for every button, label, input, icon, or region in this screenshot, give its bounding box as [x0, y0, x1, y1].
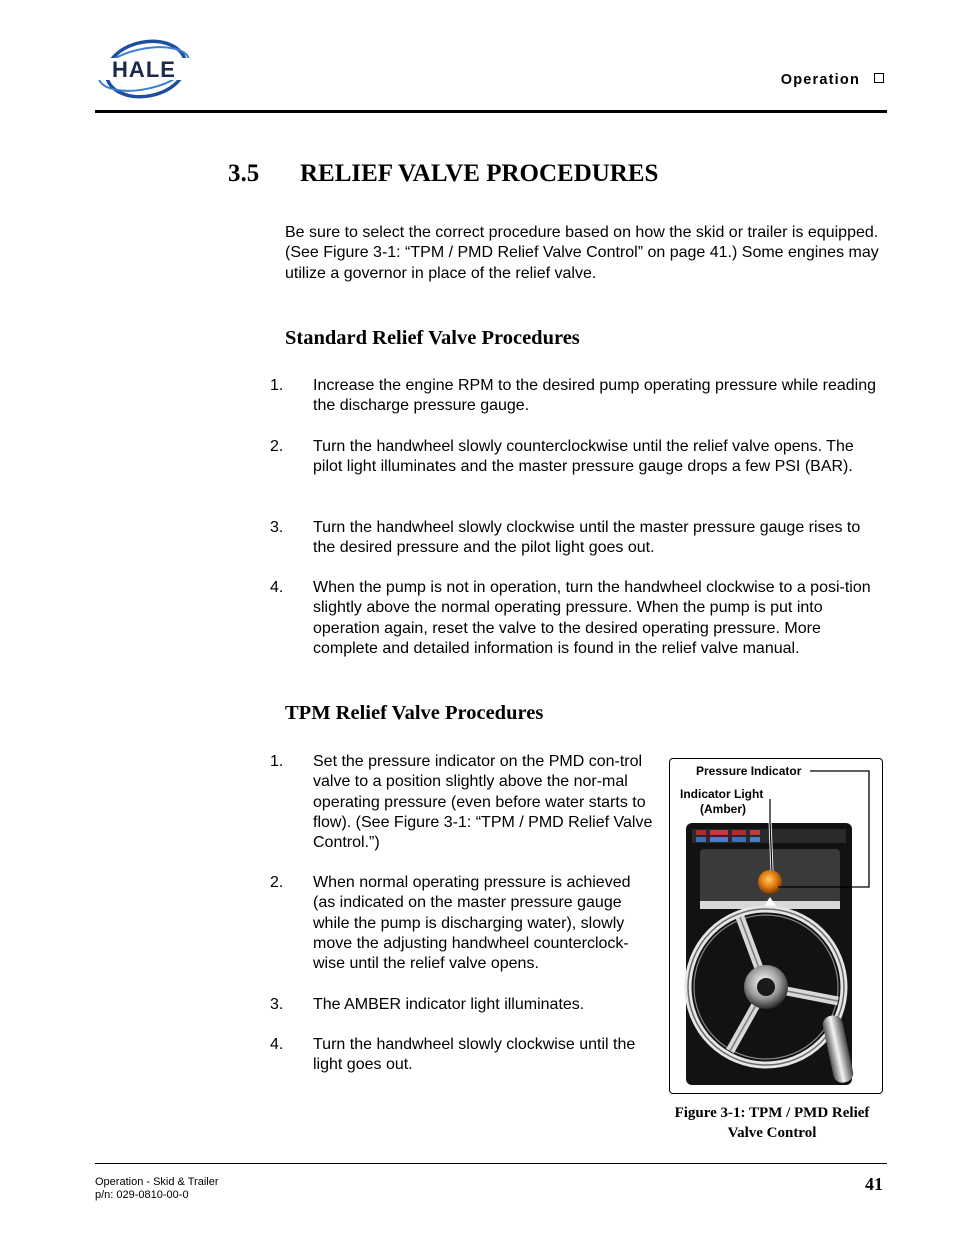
- intro-paragraph: Be sure to select the correct procedure based on how the skid or trailer is equipped. (See Figure 3-1: “TPM / PMD Relief Valve Control” on page 41.) Some engines may utilize a governor in place of the relief valve.: [285, 224, 879, 282]
- step-number: 4.: [270, 1036, 284, 1053]
- figure-caption: [664, 1104, 880, 1143]
- header-rule: [95, 110, 887, 113]
- figure-caption-line-1: Figure 3-1: TPM / PMD Relief: [674, 1105, 870, 1121]
- step-number: 1.: [270, 377, 284, 394]
- figure-label-indicator-light: Indicator Light: [680, 787, 764, 801]
- step-text: When normal operating pressure is achieved (as indicated on the master pressure gauge while the pump is discharging water), slowly move the adjusting handwheel counterclock-wise until the relief valve opens.: [313, 874, 631, 973]
- section-title: [228, 160, 658, 188]
- tpm-step-3: [270, 995, 655, 1015]
- tpm-procedures-heading: TPM Relief Valve Procedures: [285, 702, 544, 724]
- footer-rule: [95, 1163, 887, 1164]
- standard-procedures-heading: Standard Relief Valve Procedures: [285, 327, 580, 349]
- tpm-step-2: [270, 873, 655, 974]
- section-number: 3.5: [228, 160, 260, 187]
- footer-part-number: p/n: 029-0810-00-0: [95, 1189, 189, 1201]
- footer-document-title: Operation - Skid & Trailer: [95, 1176, 219, 1188]
- step-text: Turn the handwheel slowly clockwise until the light goes out.: [313, 1036, 636, 1074]
- standard-step-1: [270, 376, 885, 417]
- hale-logo: [94, 38, 194, 100]
- standard-step-3: [270, 518, 885, 559]
- figure-label-pressure-indicator: Pressure Indicator: [696, 764, 802, 778]
- section-title-text: RELIEF VALVE PROCEDURES: [300, 160, 659, 187]
- step-text: When the pump is not in operation, turn the handwheel clockwise to a posi-tion slightly above the normal operating pressure. When the pump is put into operation again, reset the valve to the desired operating pressure. More complete and detailed information is found in the relief valve manual.: [313, 579, 871, 657]
- step-text: Increase the engine RPM to the desired pump operating pressure while reading the discharge pressure gauge.: [313, 377, 876, 415]
- header-section-text: Operation: [780, 72, 860, 88]
- step-number: 3.: [270, 519, 284, 536]
- header-section-label: [781, 72, 884, 88]
- amber-indicator-light-icon: [758, 870, 782, 894]
- standard-step-4: [270, 578, 885, 659]
- svg-text:HALE: HALE: [112, 57, 176, 82]
- step-number: 4.: [270, 579, 284, 596]
- step-text: The AMBER indicator light illuminates.: [313, 996, 585, 1013]
- step-text: Turn the handwheel slowly clockwise until the master pressure gauge rises to the desired pressure and the pilot light goes out.: [313, 519, 861, 557]
- step-text: Set the pressure indicator on the PMD con-trol valve to a position slightly above the nor-mal operating pressure (even before water starts to flow). (See Figure 3-1: “TPM / PMD Relief Valve Control.”): [313, 753, 653, 852]
- figure-label-amber: (Amber): [700, 802, 747, 816]
- checkbox-bullet-icon: [874, 73, 884, 83]
- tpm-step-4: [270, 1035, 655, 1076]
- tpm-step-1: [270, 752, 655, 853]
- relief-valve-figure: [669, 758, 883, 1094]
- page-number: 41: [865, 1174, 883, 1194]
- step-number: 3.: [270, 996, 284, 1013]
- step-text: Turn the handwheel slowly counterclockwise until the relief valve opens. The pilot light illuminates and the master pressure gauge drops a few PSI (BAR).: [313, 438, 854, 476]
- figure-caption-line-2: Valve Control: [727, 1124, 817, 1141]
- step-number: 2.: [270, 874, 284, 891]
- standard-step-2: [270, 437, 885, 478]
- step-number: 1.: [270, 753, 284, 770]
- step-number: 2.: [270, 438, 284, 455]
